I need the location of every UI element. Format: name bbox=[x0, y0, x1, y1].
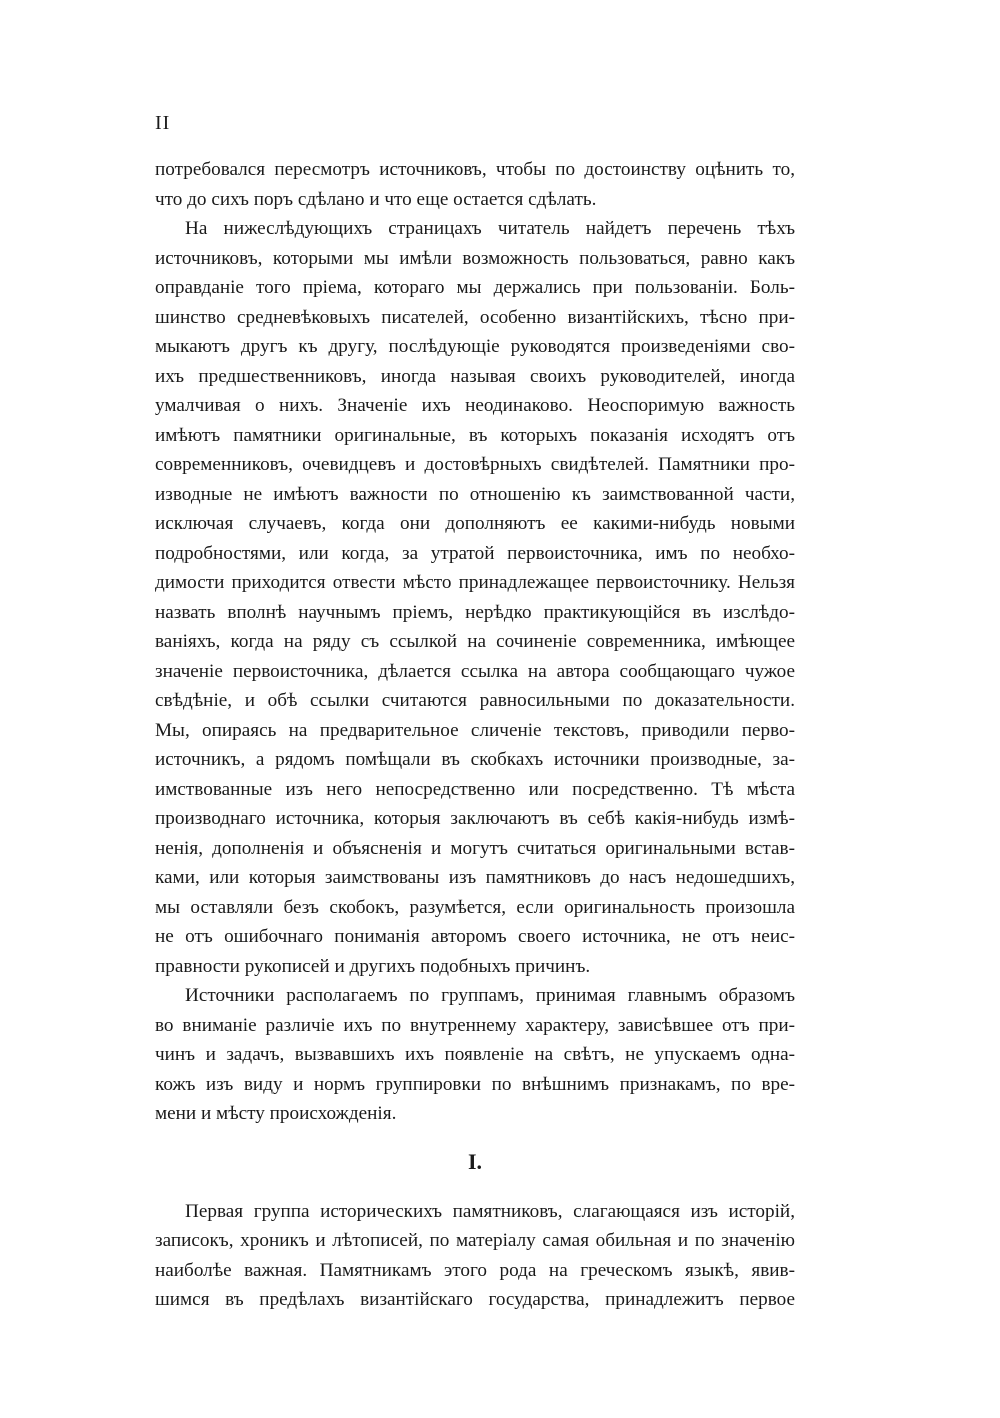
text-line: во вниманіе различіе ихъ по внутреннему характеру, зависѣвшее отъ при- bbox=[155, 1014, 795, 1036]
text-line: записокъ, хроникъ и лѣтописей, по матеріалу самая обильная и по значенію bbox=[155, 1230, 795, 1251]
text-line: имѣютъ памятники оригинальные, въ которыхъ показанія исходятъ отъ bbox=[155, 424, 795, 446]
text-line: ваніяхъ, когда на ряду съ ссылкой на сочиненіе современника, имѣющее bbox=[155, 631, 795, 652]
text-line: Первая группа историческихъ памятниковъ, слагающаяся изъ исторій, bbox=[185, 1200, 795, 1222]
text-line: На нижеслѣдующихъ страницахъ читатель найдетъ перечень тѣхъ bbox=[185, 218, 795, 239]
text-line: свѣдѣніе, и обѣ ссылки считаются равносильными по доказательности. bbox=[155, 690, 795, 711]
text-line: имствованные изъ него непосредственно или посредственно. Тѣ мѣста bbox=[155, 778, 795, 800]
text-line: наиболѣе важная. Памятникамъ этого рода на греческомъ языкѣ, явив- bbox=[155, 1259, 795, 1281]
paragraph bbox=[155, 214, 795, 981]
text-line: что до сихъ поръ сдѣлано и что еще остается сдѣлать. bbox=[155, 188, 597, 210]
text-line: чинъ и задачъ, вызвавшихъ ихъ появленіе на свѣтъ, не упускаемъ одна- bbox=[155, 1044, 795, 1065]
text-line: изводные не имѣютъ важности по отношенію къ заимствованной части, bbox=[155, 483, 795, 505]
text-line: ками, или которыя заимствованы изъ памятниковъ до насъ недошедшихъ, bbox=[155, 867, 795, 888]
text-line: источниковъ, которыми мы имѣли возможность пользоваться, равно какъ bbox=[155, 247, 795, 269]
text-line: подробностями, или когда, за утратой первоисточника, имъ по необхо- bbox=[155, 542, 795, 564]
text-line: Мы, опираясь на предварительное сличеніе текстовъ, приводили перво- bbox=[155, 719, 795, 741]
text-line: мыкаютъ другъ къ другу, послѣдующіе руководятся произведеніями сво- bbox=[155, 336, 795, 357]
text-line: значеніе первоисточника, дѣлается ссылка на автора сообщающаго чужое bbox=[155, 660, 795, 682]
page-number: II bbox=[155, 112, 171, 134]
text-line: назвать вполнѣ научнымъ пріемъ, нерѣдко практикующійся въ изслѣдо- bbox=[155, 601, 795, 623]
text-line: мы оставляли безъ скобокъ, разумѣется, если оригинальность произошла bbox=[155, 896, 795, 918]
text-line: кожъ изъ виду и нормъ группировки по внѣшнимъ признакамъ, по вре- bbox=[155, 1073, 795, 1095]
text-line: потребовался пересмотръ источниковъ, чтобы по достоинству оцѣнить то, bbox=[155, 159, 795, 180]
text-line: шинство средневѣковыхъ писателей, особенно византійскихъ, тѣсно при- bbox=[155, 306, 795, 328]
text-line: ихъ предшественниковъ, иногда называя своихъ руководителей, иногда bbox=[155, 365, 795, 387]
paragraph bbox=[155, 155, 795, 214]
text-line: ненія, дополненія и объясненія и могутъ считаться оригинальными встав- bbox=[155, 837, 795, 859]
text-line: источникъ, а рядомъ помѣщали въ скобкахъ источники производные, за- bbox=[155, 749, 795, 770]
section-heading: I. bbox=[467, 1148, 483, 1174]
text-line: димости приходится отвести мѣсто принадлежащее первоисточнику. Нельзя bbox=[155, 572, 795, 593]
text-line: не отъ ошибочнаго пониманія авторомъ своего источника, не отъ неис- bbox=[155, 926, 795, 947]
text-line: оправданіе того пріема, котораго мы держались при пользованіи. Боль- bbox=[155, 277, 795, 298]
text-line: современниковъ, очевидцевъ и достовѣрныхъ свидѣтелей. Памятники про- bbox=[155, 454, 795, 475]
text-line: умалчивая о нихъ. Значеніе ихъ неодинаково. Неоспоримую важность bbox=[155, 395, 795, 416]
text-line: правности рукописей и другихъ подобныхъ причинъ. bbox=[155, 955, 591, 977]
text-line: Источники располагаемъ по группамъ, принимая главнымъ образомъ bbox=[185, 985, 795, 1006]
text-line: мени и мѣсту происхожденія. bbox=[155, 1103, 397, 1124]
page-body bbox=[155, 155, 795, 1315]
paragraph bbox=[155, 981, 795, 1129]
text-line: производнаго источника, которыя заключаютъ въ себѣ какія-нибудь измѣ- bbox=[155, 808, 795, 829]
text-line: исключая случаевъ, когда они дополняютъ ее какими-нибудь новыми bbox=[155, 513, 795, 534]
text-line: шимся въ предѣлахъ византійскаго государства, принадлежитъ первое bbox=[155, 1289, 795, 1310]
paragraph bbox=[155, 1197, 795, 1315]
